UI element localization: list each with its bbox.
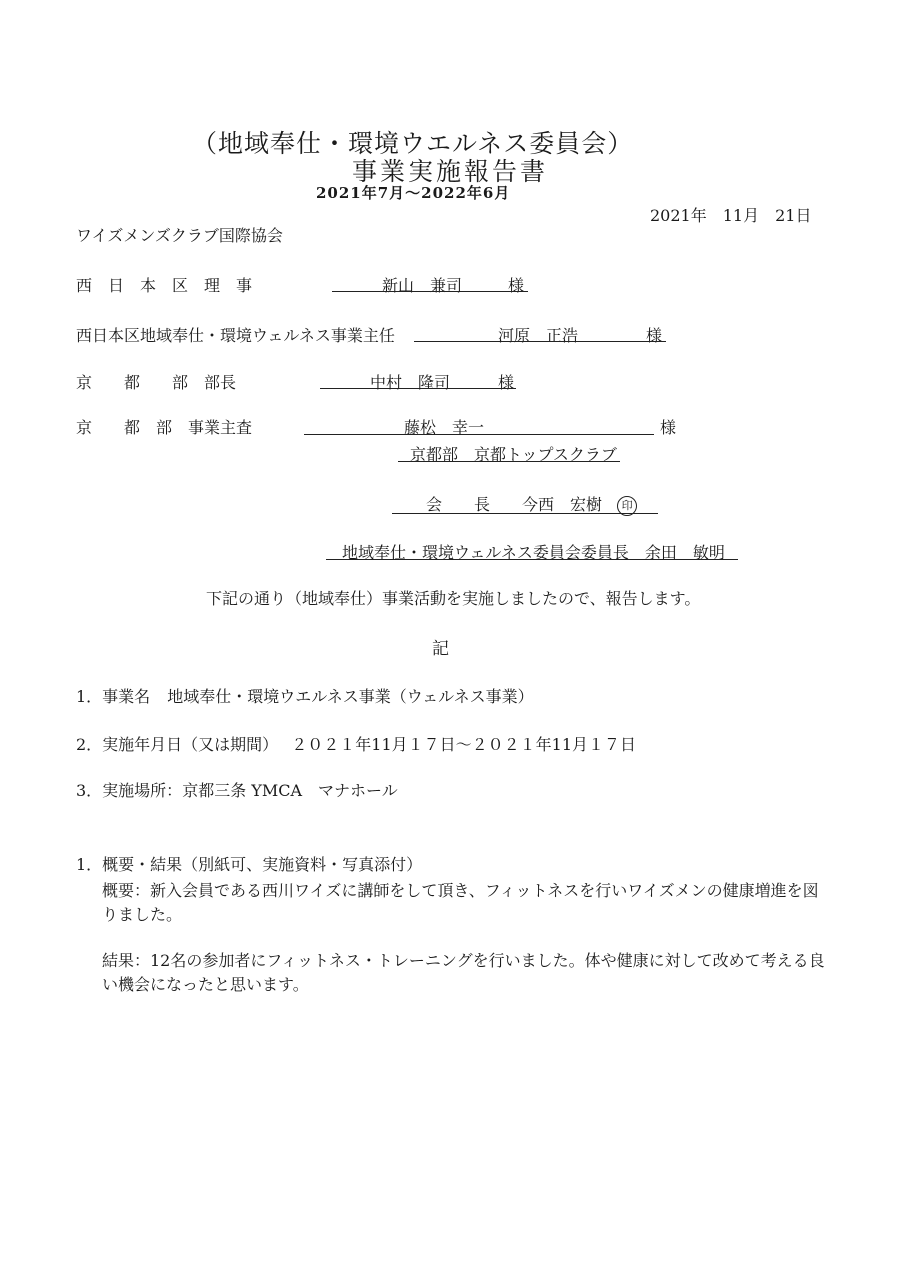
addressee-hon-1: 様	[508, 276, 525, 295]
item-label: 2．実施年月日（又は期間）	[76, 735, 279, 754]
addressee-hon-3: 様	[498, 373, 515, 392]
addressee-hon-2: 様	[646, 326, 663, 345]
sender-club-underline	[398, 461, 620, 462]
summary-result-line2: い機会になったと思います。	[102, 975, 309, 994]
report-period: 2021年7月〜2022年6月	[316, 184, 511, 202]
sender-committee-chair: 地域奉仕・環境ウェルネス委員会委員長 余田 敏明	[342, 543, 725, 562]
item-value: ２０２１年11月１７日〜２０２１年11月１７日	[291, 735, 637, 754]
report-title: 事業実施報告書	[352, 157, 549, 186]
item-label: 1．事業名	[76, 687, 151, 706]
item-date	[76, 732, 636, 755]
report-date: 2021年 11月 21日	[650, 206, 812, 225]
addressee-underline-1	[332, 291, 528, 292]
sender-committee-underline	[326, 559, 738, 560]
addressee-underline-3	[320, 388, 516, 389]
addressee-title-1: 西 日 本 区 理 事	[76, 276, 253, 295]
intro-text: 下記の通り（地域奉仕）事業活動を実施しましたので、報告します。	[206, 589, 701, 608]
addressee-name-2: 河原 正浩	[498, 326, 579, 345]
summary-overview-line2: りました。	[102, 905, 183, 924]
item-value: 京都三条 YMCA マナホール	[182, 781, 398, 800]
addressee-name-4: 藤松 幸一	[404, 418, 485, 437]
item-label: 3．実施場所：	[76, 781, 183, 800]
org-name: ワイズメンズクラブ国際協会	[76, 226, 283, 245]
summary-heading: 1．概要・結果（別紙可、実施資料・写真添付）	[76, 855, 423, 874]
sender-president-underline	[392, 513, 658, 514]
addressee-name-3: 中村 隆司	[370, 373, 451, 392]
addressee-title-3: 京 都 部 部長	[76, 373, 237, 392]
addressee-title-4: 京 都 部 事業主査	[76, 418, 253, 437]
ki-heading: 記	[432, 639, 449, 659]
item-value: 地域奉仕・環境ウエルネス事業（ウェルネス事業）	[167, 687, 534, 706]
addressee-underline-4	[304, 434, 654, 435]
sender-club: 京都部 京都トップスクラブ	[410, 445, 617, 464]
summary-result-line1: 結果：12名の参加者にフィットネス・トレーニングを行いました。体や健康に対して改めて考える良	[102, 951, 825, 970]
summary-overview-line1: 概要：新入会員である西川ワイズに講師をして頂き、フィットネスを行いワイズメンの健康増進を図	[102, 881, 819, 900]
addressee-hon-4: 様	[660, 418, 677, 437]
sender-president-name: 会 長 今西 宏樹	[426, 495, 603, 514]
item-venue	[76, 778, 398, 801]
report-title-committee: （地域奉仕・環境ウエルネス委員会）	[192, 129, 634, 158]
seal-mark: 印	[617, 496, 637, 516]
addressee-title-2: 西日本区地域奉仕・環境ウェルネス事業主任	[76, 326, 395, 345]
addressee-underline-2	[414, 341, 666, 342]
addressee-name-1: 新山 兼司	[382, 276, 463, 295]
sender-president	[426, 492, 637, 516]
item-project-name	[76, 684, 534, 707]
